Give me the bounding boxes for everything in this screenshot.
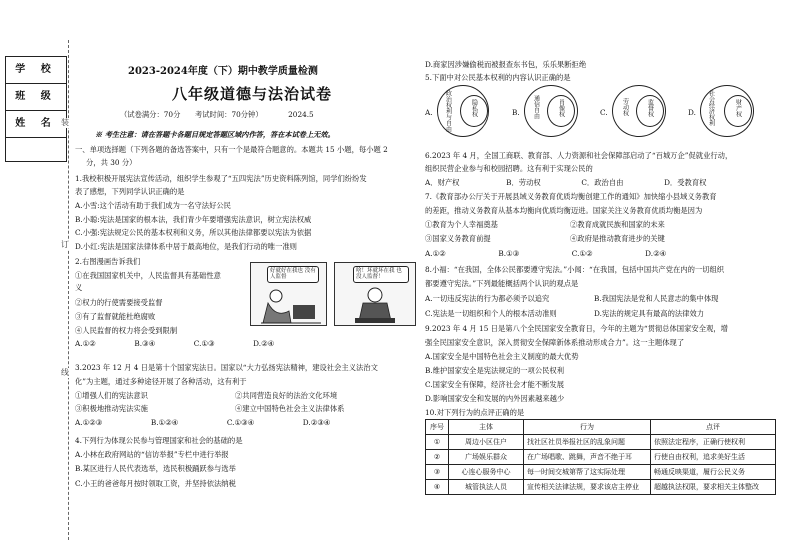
q1-stem-1: 1.我校积极开展宪法宣传活动，组织学生参观了“五四宪法”历史资料陈列馆，同学们纷纷发 (75, 174, 367, 183)
student-info-box (5, 56, 67, 162)
q9-option-a: A.国家安全是中国特色社会主义制度的最大优势 (425, 352, 579, 361)
q2-item-4: ④人民监督的权力将会受到限制 (75, 326, 178, 335)
table-row (426, 480, 776, 495)
q7-item-3: ③国家义务教育前提 (425, 234, 491, 243)
exam-subject: 八年级道德与法治试卷 (172, 85, 333, 103)
q2-stem: 2.右图漫画告诉我们 (75, 257, 141, 266)
table-row (426, 450, 776, 465)
q1-option-b: B.小聪:宪法是国家的根本法，我们青少年要增强宪法意识，树立宪法权威 (75, 215, 312, 224)
q7-stem-2: 的差距，推动义务教育从基本均衡向优质均衡迈进。国家关注义务教育优质均衡是因为 (425, 206, 703, 215)
col-header-comment: 点评 (651, 420, 776, 435)
q7-option-b: B.①③ (498, 249, 520, 258)
school-label: 学 校 (6, 57, 66, 84)
q4-option-d: D.商家因涉嫌偷税而被报查东书包，乐乐果断拒绝 (425, 60, 587, 69)
q3-option-d: D.②③④ (302, 418, 331, 427)
q6-option-d: D．受教育权 (664, 178, 707, 187)
q7-item-1: ①教育为个人幸福奠基 (425, 220, 498, 229)
row-action: 宣传相关法律法规，要求该店主停业 (524, 480, 651, 495)
row-action: 找社区社员举报社区的乱象问题 (524, 435, 651, 450)
q2-cartoon-right (334, 262, 416, 326)
cartoon-left-bubble: 好就好在我也 没有人监督 (267, 266, 319, 283)
table-header-row (426, 420, 776, 435)
q5-label-a: A. (425, 108, 433, 117)
exam-note: ※ 考生注意：请在答题卡各题目规定答题区域内作答，答在本试卷上无效。 (95, 130, 335, 139)
binding-mark-bottom: 线 (61, 368, 69, 377)
q3-item-4: ④建立中国特色社会主义法律体系 (235, 404, 345, 413)
q3-item-2: ②共同营造良好的法治文化环境 (235, 391, 338, 400)
q3-option-c: C.①③④ (226, 418, 255, 427)
q5-label-c: C. (600, 108, 608, 117)
row-index: ③ (426, 465, 449, 480)
section-heading-line1: 一、单项选择题（下列各题的备选答案中，只有一个是最符合题意的。本题共 15 小题，每小题 2 (75, 145, 388, 154)
q4-option-a: A.小林在政府网站的“信访举报”专栏中进行举报 (75, 450, 229, 459)
q8-option-d: D.宪法的规定具有最高的法律效力 (594, 309, 705, 318)
q5-a-outer-text: 政治权利与自由 (444, 90, 452, 132)
q10-table (425, 419, 776, 495)
row-comment: 超越执法权限，要求相关主体整改 (651, 480, 776, 495)
q2-option-b: B.③④ (134, 339, 156, 348)
cartoon-right-figure-icon (335, 263, 415, 325)
q5-a-inner-text: 隐私权 (470, 99, 478, 117)
row-action: 在广场唱歌、跳舞，声音不绝于耳 (524, 450, 651, 465)
q5-b-outer-text: 通信自由 (532, 95, 540, 119)
q1-option-c: C.小强:宪法规定公民的基本权利和义务，所以其他法律都要以宪法为依据 (75, 228, 312, 237)
q4-option-b: B.某区进行人民代表选举，选民积极踊跃参与选举 (75, 464, 236, 473)
table-row (426, 435, 776, 450)
q2-item-1: ①在我国国家机关中，人民监督具有基础性意 (75, 271, 221, 280)
q5-c-inner-text: 监督权 (646, 99, 654, 117)
q7-stem-1: 7.《教育部办公厅关于开展县域义务教育优质均衡创建工作的通知》加快缩小县域义务教育 (425, 192, 717, 201)
q10-stem: 10.对下列行为的点评正确的是 (425, 408, 525, 417)
q9-stem-1: 9.2023 年 4 月 15 日是第八个全民国家安全教育日，今年的主题为“贯彻总体国家安全观，增 (425, 324, 728, 333)
q4-stem: 4.下列行为体现公民参与管理国家和社会的基础的是 (75, 436, 243, 445)
q3-stem-2: 化”为主题，通过多种途径开展了各种活动，这有利于 (75, 377, 247, 386)
q6-stem-1: 6.2023 年 4 月，全国工商联、教育部、人力资源和社会保障部启动了“百城万企”促就业行动， (425, 151, 733, 160)
cartoon-right-bubble: 啥！坏就坏在我 也没人监督！ (353, 266, 409, 283)
q2-item-2: ②权力的行使需要接受监督 (75, 298, 163, 307)
q7-options (425, 249, 666, 258)
q2-item-3: ③有了监督就能杜绝腐败 (75, 312, 156, 321)
q5-d-outer-text: 社会经济权利 (707, 90, 715, 126)
q3-item-1: ①增强人们的宪法意识 (75, 391, 148, 400)
q6-stem-2: 组织民营企业参与和校园招聘。这有利于实现公民的 (425, 164, 593, 173)
q1-stem-2: 表了感想，下列同学认识正确的是 (75, 187, 185, 196)
q6-option-c: C．政治自由 (581, 178, 624, 187)
binding-mark-mid: 订 (61, 240, 69, 249)
q7-item-2: ②教育成就民族和国家的未来 (570, 220, 665, 229)
name-label: 姓 名 (6, 111, 66, 138)
row-subject: 心连心服务中心 (449, 465, 524, 480)
q8-option-a: A.一切违反宪法的行为都必须予以追究 (425, 294, 550, 303)
row-comment: 依照法定程序，正确行使权利 (651, 435, 776, 450)
q3-option-b: B.①②④ (150, 418, 179, 427)
row-subject: 周边小区住户 (449, 435, 524, 450)
q9-option-c: C.国家安全有保障，经济社会才能不断发展 (425, 380, 564, 389)
section-heading-line2: 分，共 30 分） (86, 158, 137, 167)
q1-option-d: D.小红:宪法是国家法律体系中居于最高地位，是我们行动的唯一准则 (75, 242, 297, 251)
row-subject: 城管执法人员 (449, 480, 524, 495)
q2-cartoon-left (250, 262, 327, 326)
col-header-subject: 主体 (449, 420, 524, 435)
binding-dashed-line (68, 40, 69, 540)
row-subject: 广场娱乐群众 (449, 450, 524, 465)
q2-option-a: A.①② (75, 339, 96, 348)
q2-option-d: D.②④ (253, 339, 275, 348)
binding-mark-top: 装 (61, 118, 69, 127)
q2-option-c: C.①③ (193, 339, 215, 348)
q5-b-inner-text: 肖像权 (557, 99, 565, 117)
row-action: 每一时间交城第帮了这实际处理 (524, 465, 651, 480)
q6-option-a: A．财产权 (425, 178, 460, 187)
q3-option-a: A.①②③ (75, 418, 103, 427)
q7-item-4: ④政府是推动教育进步的关键 (570, 234, 665, 243)
q3-options (75, 418, 330, 427)
q7-option-a: A.①② (425, 249, 446, 258)
row-index: ① (426, 435, 449, 450)
q5-label-d: D. (688, 108, 696, 117)
blank-cell (6, 138, 66, 164)
q9-option-d: D.影响国家安全和发展的内外因素越来越少 (425, 394, 565, 403)
q3-stem-1: 3.2023 年 12 月 4 日是第十个国家宪法日。国家以“大力弘扬宪法精神，建设社会主义法治文 (75, 363, 378, 372)
q8-stem-2: 都要遵守宪法。”下列最能概括两个认识的观点是 (425, 279, 579, 288)
q2-item-1b: 义 (75, 283, 83, 292)
q5-c-outer-text: 劳动权 (621, 98, 629, 116)
q9-stem-2: 强全民国家安全意识，深入贯彻安全保障新体系推动形成合力”。这一主题体现了 (425, 338, 685, 347)
q5-d-inner-text: 财产权 (734, 99, 742, 117)
col-header-index: 序号 (426, 420, 449, 435)
q1-option-a: A.小雪:这个活动有助于我们成为一名守法好公民 (75, 201, 231, 210)
q6-options (425, 178, 706, 187)
row-index: ② (426, 450, 449, 465)
exam-meta: （试卷满分：70分 考试时间：70分钟） 2024.5 (120, 110, 314, 119)
q8-option-c: C.宪法是一切组织和个人的根本活动准则 (425, 309, 557, 318)
table-row (426, 465, 776, 480)
row-comment: 行使自由权利，追求美好生活 (651, 450, 776, 465)
row-comment: 畅通反映渠道，履行公民义务 (651, 465, 776, 480)
q6-option-b: B．劳动权 (506, 178, 541, 187)
q7-option-c: C.①② (571, 249, 593, 258)
q4-option-c: C.小王的爸爸每月按时领取工资，并坚持依法纳税 (75, 479, 236, 488)
q3-item-3: ③积极地推动宪法实施 (75, 404, 148, 413)
q2-options (75, 339, 274, 348)
q8-option-b: B.我国宪法是党和人民意志的集中体现 (594, 294, 719, 303)
q8-stem-1: 8.小福：“在我国，全体公民都要遵守宪法。”小闻：“在我国，包括中国共产党在内的一切组织 (425, 265, 725, 274)
cartoon-left-figure-icon (251, 263, 326, 325)
row-index: ④ (426, 480, 449, 495)
q7-option-d: D.②④ (645, 249, 667, 258)
col-header-action: 行为 (524, 420, 651, 435)
q5-stem: 5.下面中对公民基本权利的内容认识正确的是 (425, 73, 571, 82)
q5-label-b: B. (512, 108, 520, 117)
exam-title: 2023-2024年度（下）期中教学质量检测 (128, 66, 318, 77)
class-label: 班 级 (6, 84, 66, 111)
q9-option-b: B.维护国家安全是宪法规定的一项公民权利 (425, 366, 565, 375)
